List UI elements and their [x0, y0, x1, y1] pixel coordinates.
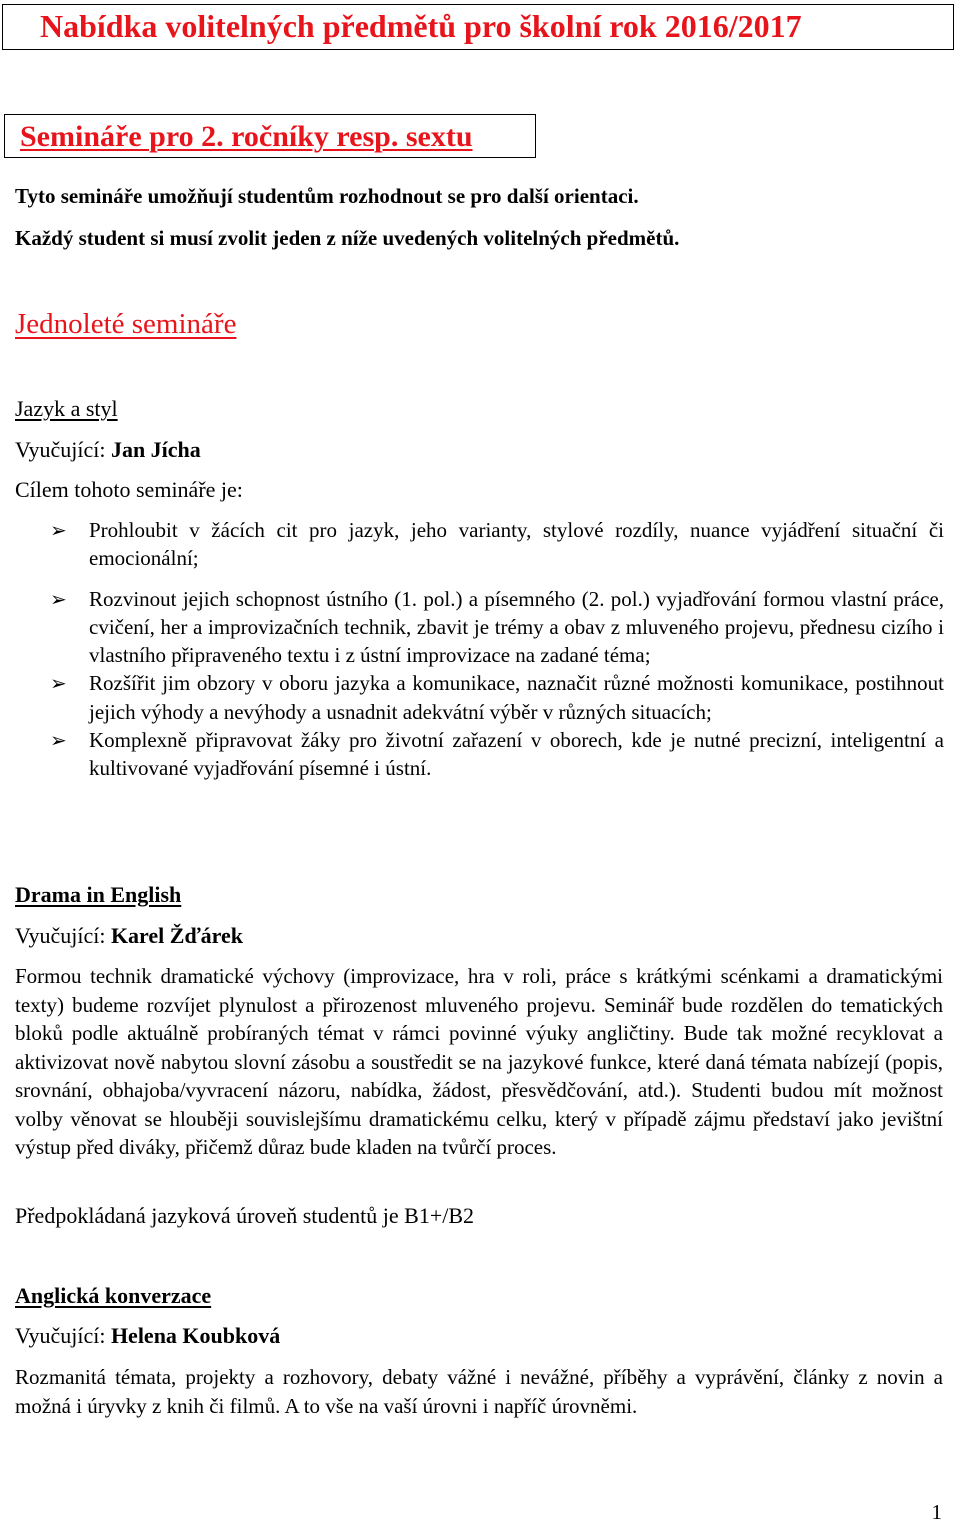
teacher-line-anglicka-konverzace	[15, 1322, 280, 1350]
list-item: ➢ Rozvinout jejich schopnost ústního (1. pol.) a písemného (2. pol.) vyjadřování formou vlastní práce, cvičení, her a improvizačních technik, zbavit je trémy a obav z mluveného projevu, přednesu cizího i vlastního připraveného textu i z ústní improvizace na zadané téma;	[50, 586, 944, 668]
teacher-line-jazyk-a-styl	[15, 436, 201, 464]
language-level: Předpokládaná jazyková úroveň studentů je B1+/B2	[15, 1203, 475, 1228]
course-description-drama-in-english: Formou technik dramatické výchovy (improvizace, hra v roli, práce s krátkými scénkami a dramatickými texty) budeme rozvíjet plynulost a přirozenost mluveného projevu. Seminář bude rozdělen do tematických bloků podle aktuálně probíraných témat v rámci povinné výuky angličtiny. Bude tak možné recyklovat a aktivizovat nově nabytou slovní zásobu a soustředit se na jazykové funkce, které daná témata nabízejí (popis, srovnání, obhajoba/vyvracení názoru, nabídka, žádost, přesvědčování, atd.). Studenti budou mít možnost volby věnovat se hlouběji souvislejšímu dramatickému celku, který v případě zájmu představí jako jevištní výstup před diváky, přičemž důraz bude kladen na tvůrčí proces.	[15, 964, 943, 1159]
teacher-name: Helena Koubková	[110, 1323, 281, 1348]
arrowhead-bullet-icon: ➢	[50, 586, 67, 611]
course-title-anglicka-konverzace: Anglická konverzace	[15, 1283, 212, 1308]
page-number: 1	[931, 1500, 942, 1524]
teacher-label: Vyučující:	[15, 923, 106, 948]
course-title-jazyk-a-styl: Jazyk a styl	[15, 396, 118, 421]
intro-line-1: Tyto semináře umožňují studentům rozhodnout se pro další orientaci.	[15, 184, 639, 208]
arrowhead-bullet-icon: ➢	[50, 671, 67, 696]
teacher-line-drama-in-english	[15, 922, 243, 950]
teacher-label: Vyučující:	[15, 437, 106, 462]
arrowhead-bullet-icon: ➢	[50, 518, 67, 542]
teacher-name: Karel Žďárek	[110, 923, 243, 948]
list-item: ➢ Prohloubit v žácích cit pro jazyk, jeho varianty, stylové rozdíly, nuance vyjádření situační či emocionální;	[50, 518, 944, 571]
course-description-anglicka-konverzace: Rozmanitá témata, projekty a rozhovory, debaty vážné i nevážné, příběhy a vyprávění, články z novin a možná i úryvky z knih či filmů. A to vše na vaší úrovni i napříč úrovněmi.	[15, 1365, 943, 1418]
section-heading: Jednoleté semináře	[15, 308, 237, 340]
list-item: ➢ Komplexně připravovat žáky pro životní zařazení v oborech, kde je nutné precizní, inteligentní a kultivované vyjadřování písemné i ústní.	[50, 728, 944, 781]
goals-label: Cílem tohoto semináře je:	[15, 477, 243, 502]
list-item: ➢ Rozšířit jim obzory v oboru jazyka a komunikace, naznačit různé možnosti komunikace, postihnout jejich výhody a nevýhody a usnadnit adekvátní výběr v různých situacích;	[50, 671, 944, 724]
teacher-label: Vyučující:	[15, 1323, 106, 1348]
page-title: Nabídka volitelných předmětů pro školní rok 2016/2017	[40, 8, 802, 44]
page-subtitle: Semináře pro 2. ročníky resp. sextu	[20, 120, 473, 153]
intro-line-2: Každý student si musí zvolit jeden z níže uvedených volitelných předmětů.	[15, 226, 680, 250]
teacher-name: Jan Jícha	[110, 437, 201, 462]
arrowhead-bullet-icon: ➢	[50, 728, 67, 753]
course-title-drama-in-english: Drama in English	[15, 882, 182, 907]
goals-list	[50, 516, 944, 783]
